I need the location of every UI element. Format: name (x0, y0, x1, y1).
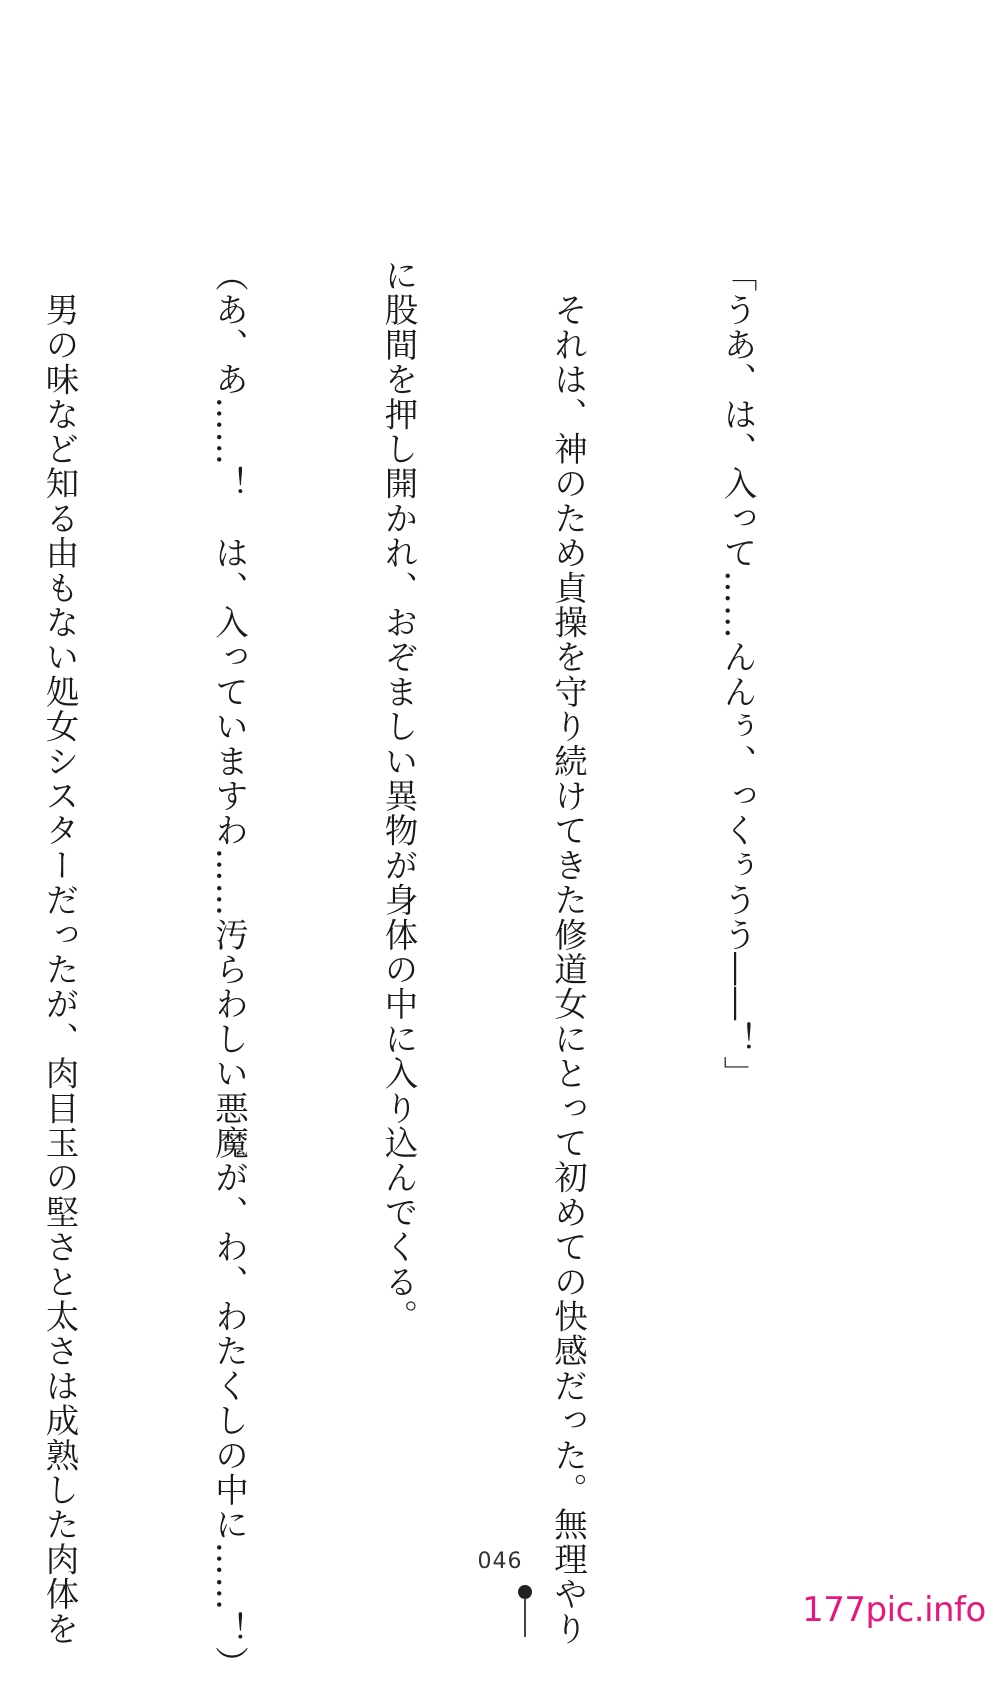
text-line: 「うあ、は、入って……んんぅ、っくぅうう――！」 (718, 258, 757, 1091)
watermark: 177pic.info (802, 1590, 986, 1630)
page-marker-dot (518, 1585, 532, 1599)
text-line: 男の味など知る由もない処女シスターだったが、肉目玉の堅さと太さは成熟した肉体を (40, 258, 79, 1646)
text-line: に股間を押し開かれ、おぞましい異物が身体の中に入り込んでくる。 (379, 258, 418, 1334)
text-line: それは、神のため貞操を守り続けてきた修道女にとって初めての快感だった。無理やり (548, 258, 588, 1646)
page-marker-rule (524, 1598, 526, 1637)
text-line: （あ、あ……！ は、入っていますわ……汚らわしい悪魔が、わ、わたくしの中に……！） (209, 258, 249, 1681)
page-number: 046 (477, 1549, 523, 1574)
